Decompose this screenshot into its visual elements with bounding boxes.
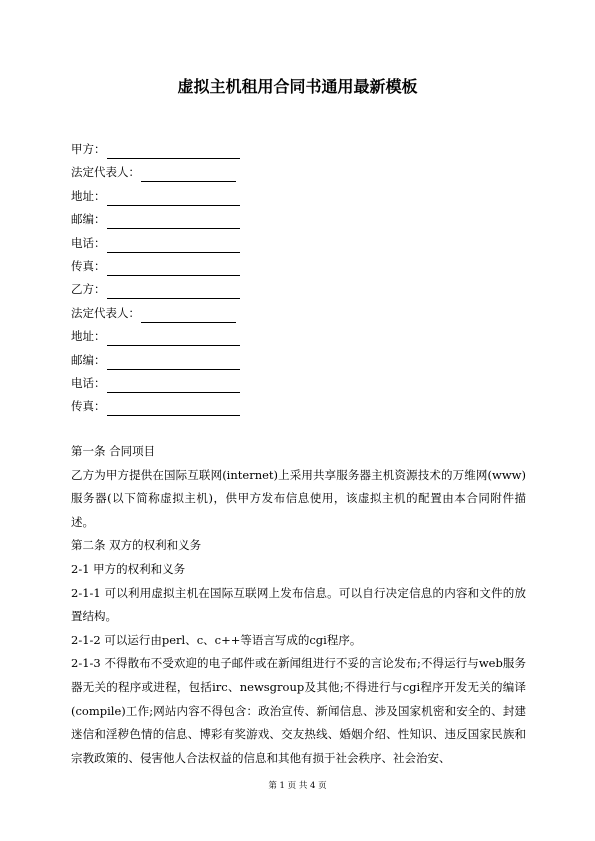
field-label: 法定代表人： [71, 305, 140, 320]
document-title: 虚拟主机租用合同书通用最新模板 [177, 77, 418, 96]
blank-line[interactable] [107, 378, 240, 393]
paragraph: 2-1-1 可以利用虚拟主机在国际互联网上发布信息。可以自行决定信息的内容和文件的放置结构。 [71, 585, 526, 624]
blank-line[interactable] [107, 261, 240, 276]
blank-line[interactable] [141, 308, 236, 323]
paragraph: 2-1-3 不得散布不受欢迎的电子邮件或在新闻组进行不妥的言论发布;不得运行与web服务器无关的程序或进程，包括irc、newsgroup及其他;不得进行与cgi程序开发无关的编译(compile)工作;网站内容不得包含：政治宣传、新闻信息、涉及国家机密和安全的、封建迷信和淫秽色情的信息、博彩有奖游戏、交友热线、婚姻介绍、性知识、违反国家民族和宗教政策的、侵害他人合法权益的信息和其他有损于社会秩序、社会治安、 [71, 656, 526, 765]
field-label: 乙方： [71, 282, 106, 297]
field-label: 传真： [71, 258, 106, 273]
paragraph: 2-1-2 可以运行由perl、c、c++等语言写成的cgi程序。 [71, 632, 362, 647]
blank-line[interactable] [107, 144, 240, 159]
blank-line[interactable] [141, 167, 236, 182]
field-postcode-a [71, 209, 240, 232]
paragraph: 乙方为甲方提供在国际互联网(internet)上采用共享服务器主机资源技术的万维网(www)服务器(以下简称虚拟主机)，供甲方发布信息使用，该虚拟主机的配置由本合同附件描述。 [71, 467, 526, 529]
blank-line[interactable] [107, 214, 240, 229]
blank-line[interactable] [107, 238, 240, 253]
field-label: 甲方： [71, 142, 106, 156]
field-label: 传真： [71, 399, 106, 414]
article-heading: 第一条 合同项目 [71, 444, 156, 458]
article-heading: 第二条 双方的权利和义务 [71, 538, 202, 553]
field-address-a [71, 186, 240, 209]
field-party-a [71, 139, 240, 162]
field-label: 法定代表人： [71, 165, 140, 180]
blank-line[interactable] [107, 355, 240, 370]
field-label: 电话： [71, 235, 106, 250]
field-fax-b [71, 396, 240, 419]
field-label: 地址： [71, 329, 106, 344]
field-party-b [71, 279, 240, 302]
blank-line[interactable] [107, 191, 240, 206]
field-label: 邮编： [71, 212, 106, 227]
field-phone-a [71, 233, 240, 256]
field-label: 地址： [71, 188, 106, 203]
blank-line[interactable] [107, 401, 240, 416]
field-label: 电话： [71, 375, 106, 390]
party-info-fields [71, 139, 240, 420]
contract-body [71, 440, 526, 770]
field-legal-rep-a [71, 162, 240, 185]
field-label: 邮编： [71, 352, 106, 367]
blank-line[interactable] [107, 331, 240, 346]
field-postcode-b [71, 350, 240, 373]
blank-line[interactable] [107, 284, 240, 299]
section-heading: 2-1 甲方的权利和义务 [71, 561, 186, 576]
field-fax-a [71, 256, 240, 279]
field-legal-rep-b [71, 303, 240, 326]
field-phone-b [71, 373, 240, 396]
field-address-b [71, 326, 240, 349]
page-footer: 第 1 页 共 4 页 [268, 781, 327, 791]
